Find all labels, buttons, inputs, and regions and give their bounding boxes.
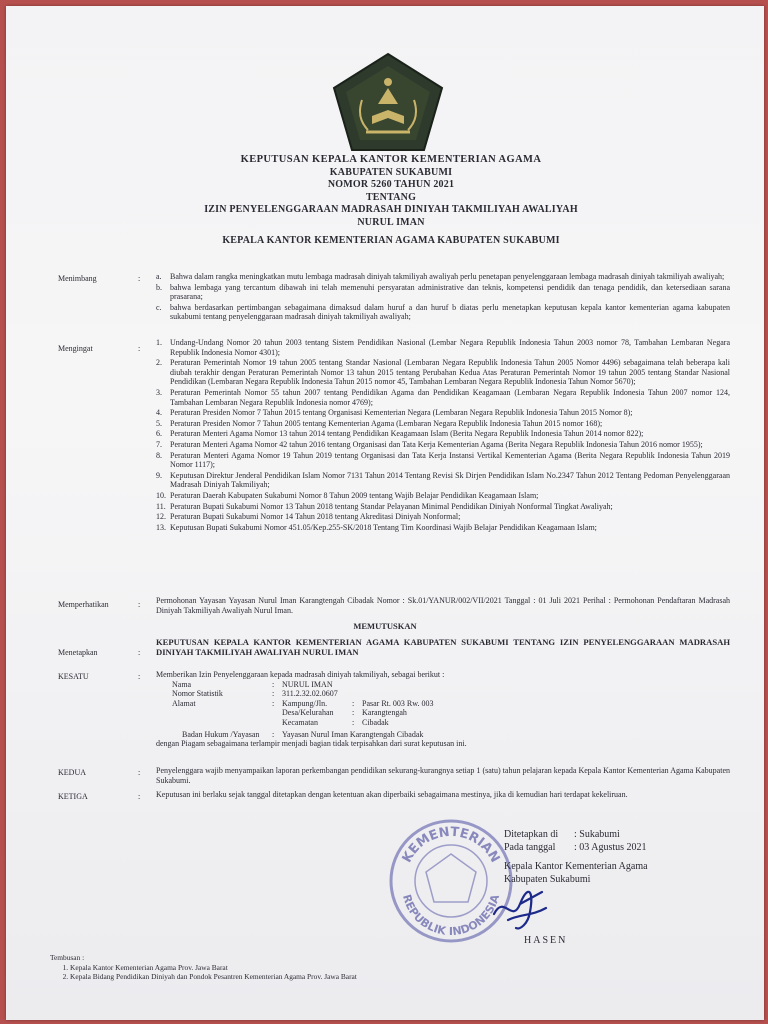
title-line: NOMOR 5260 TAHUN 2021 xyxy=(327,179,455,190)
list-item: 12. Peraturan Bupati Sukabumi Nomor 14 Tahun 2018 tentang Akreditasi Diniyah Nonformal; xyxy=(156,512,461,522)
ketiga-text: Keputusan ini berlaku sejak tanggal ditetapkan dengan ketentuan akan diperbaiki sebagaimana mestinya, jika di kemudian hari terdapat kekeliruan. xyxy=(156,790,628,799)
list-item: 9. Keputusan Direktur Jenderal Pendidikan Islam Nomor 7131 Tahun 2014 Tentang Revisi Sk Dirjen Pendidikan Islam No.2347 Tahun 2012 Tentang Pedoman Penyelenggaraan Madrasah Diniyah Takmiliyah; xyxy=(156,470,730,490)
list-item: 8. Peraturan Menteri Agama Nomor 19 Tahun 2019 tentang Organisasi dan Tata Kerja Instansi Vertikal Kementerian Agama (Berita Negara Republik Indonesia Tahun 2019 Nomor 1117); xyxy=(156,450,730,470)
title-line: KEPALA KANTOR KEMENTERIAN AGAMA KABUPATEN SUKABUMI xyxy=(222,235,560,246)
list-item: b. bahwa lembaga yang tercantum dibawah ini telah memenuhi persyaratan administrative dan teknis, kompetensi pendidik dan tenaga pendidik, dan ketersediaan sarana prasarana; xyxy=(156,282,730,302)
handwritten-signature-icon xyxy=(490,884,550,936)
signer-title: Kepala Kantor Kementerian Agama xyxy=(504,861,648,872)
colon: : xyxy=(138,672,141,681)
field-value: Pasar Rt. 003 Rw. 003 xyxy=(362,698,434,708)
field-label: Desa/Kelurahan xyxy=(282,708,334,718)
field-value: NURUL IMAN xyxy=(282,679,333,689)
title-line: TENTANG xyxy=(365,191,417,203)
field-value: : 03 Agustus 2021 xyxy=(574,842,647,853)
list-item: 5. Peraturan Presiden Nomor 7 Tahun 2005 tentang Kementerian Agama (Lembaran Negara Republik Indonesia Tahun 2015 nomor 168); xyxy=(156,418,603,428)
mengingat-label: Mengingat xyxy=(58,344,93,353)
field-label: Ditetapkan di xyxy=(504,829,559,840)
list-item: 1. Undang-Undang Nomor 20 tahun 2003 tentang Sistem Pendidikan Nasional (Lembar Negara Republik Indonesia Tahun 2003 nomor 78, Tambahan Lembaran Negara Republik Indonesia Nomor 4301); xyxy=(156,338,730,357)
field-label: Kampung/Jln. xyxy=(282,698,328,708)
list-item: 3. Peraturan Pemerintah Nomor 55 tahun 2007 tentang Pendidikan Agama dan Pendidikan Keagamaan (Lembaran Negara Republik Indonesia Tahun 2007 nomor 124, Tambahan Lembaran Negara Republik Indonesia nomor 4769); xyxy=(156,387,730,407)
mengingat-section xyxy=(156,338,730,533)
signer-name: HASEN xyxy=(524,935,568,946)
menimbang-label: Menimbang xyxy=(58,274,97,283)
kemenag-emblem-icon xyxy=(332,52,444,152)
field-value: Yayasan Nurul Iman Karangtengah Cibadak xyxy=(282,729,424,739)
kesatu-closing: dengan Piagam sebagaimana terlampir menjadi bagian tidak terpisahkan dari surat keputusan ini. xyxy=(156,739,467,749)
field-value: 311.2.32.02.0607 xyxy=(282,689,338,699)
tembusan-section xyxy=(50,953,357,982)
list-item: 2. Peraturan Pemerintah Nomor 19 tahun 2005 tentang Standar Nasional (Lembaran Negara Republik Indonesia Tahun 2005 Nomor 4496) sebagaimana telah beberapa kali diubah terakhir dengan Peraturan Pemerintah Nomor 13 tahun 2015 tentang Perubahan Kedua Atas Peraturan Pemerintah Nomor 19 tahun 2005 tentang Standar Nasional Pendidikan (Lembaran Negara Republik Indonesia Tahun 2015 nomor 45, Tambahan Lembaran Negara Republik Indonesia Tahun Nomor 5670); xyxy=(156,358,730,387)
kesatu-intro: Memberikan Izin Penyelenggaraan kepada madrasah diniyah takmiliyah, sebagai berikut : xyxy=(156,670,445,679)
memutuskan-heading: MEMUTUSKAN xyxy=(353,621,417,631)
field-value: : Sukabumi xyxy=(574,829,620,840)
list-item: 6. Peraturan Menteri Agama Nomor 13 tahun 2014 tentang Pendidikan Keagamaan Islam (Berita Negara Republik Indonesia Tahun 2014 nomor 822); xyxy=(156,429,644,439)
field-value: Cibadak xyxy=(362,717,389,727)
svg-text:REPUBLIK INDONESIA: REPUBLIK INDONESIA xyxy=(399,892,503,939)
menetapkan-text: KEPUTUSAN KEPALA KANTOR KEMENTERIAN AGAMA KABUPATEN SUKABUMI TENTANG IZIN PENYELENGGARAAN MADRASAH DINIYAH TAKMILIYAH AWALIYAH NURUL IMAN xyxy=(156,637,730,657)
list-item: 2. Kepala Bidang Pendidikan Diniyah dan Pondok Pesantren Kementerian Agama Prov. Jawa Barat xyxy=(70,972,357,982)
list-item: 11. Peraturan Bupati Sukabumi Nomor 13 Tahun 2018 tentang Standar Pelayanan Minimal Pendidikan Diniyah Nonformal Tingkat Awaliyah; xyxy=(156,501,613,511)
list-item: c. bahwa berdasarkan pertimbangan sebagaimana dimaksud dalam huruf a dan huruf b diatas perlu menetapkan keputusan kepala kantor kementerian agama kabupaten sukabumi tentang penyelenggaraan madrasah diniyah takmiliyah awaliyah; xyxy=(156,302,730,322)
field-label: Alamat xyxy=(172,698,196,708)
field-label: Kecamatan xyxy=(282,717,318,727)
field-label: Pada tanggal xyxy=(504,842,556,853)
document-title xyxy=(156,154,626,248)
colon: : xyxy=(138,768,141,777)
list-item: 7. Peraturan Menteri Agama Nomor 42 tahun 2016 tentang Organisasi dan Tata Kerja Kementerian Agama (Berita Negara Republik Indonesia Tahun 2016 nomor 1955); xyxy=(156,439,703,449)
document-page xyxy=(6,6,764,1020)
tembusan-label: Tembusan : xyxy=(50,953,85,962)
field-label: Nomor Statistik xyxy=(172,689,223,699)
signer-title: Kabupaten Sukabumi xyxy=(504,874,591,885)
title-line: IZIN PENYELENGGARAAN MADRASAH DINIYAH TAKMILIYAH AWALIYAH xyxy=(204,204,578,215)
title-line: KEPUTUSAN KEPALA KANTOR KEMENTERIAN AGAMA xyxy=(240,154,542,165)
svg-text:KEMENTERIAN: KEMENTERIAN xyxy=(399,824,503,866)
list-item: 13. Keputusan Bupati Sukabumi Nomor 451.05/Kep.255-SK/2018 Tentang Tim Koordinasi Wajib Belajar Pendidikan Keagamaan Islam; xyxy=(156,522,597,532)
title-line: KABUPATEN SUKABUMI xyxy=(329,166,453,178)
colon: : xyxy=(138,600,141,609)
list-item: 4. Peraturan Presiden Nomor 7 Tahun 2015 tentang Organisasi Kementerian Negara (Lembaran Negara Republik Indonesia Tahun 2015 Nomor 8); xyxy=(156,408,633,418)
list-item: 10. Peraturan Daerah Kabupaten Sukabumi Nomor 8 Tahun 2009 tentang Wajib Belajar Pendidikan Keagamaan Islam; xyxy=(156,490,539,500)
colon: : xyxy=(138,648,141,657)
colon: : xyxy=(138,274,141,283)
colon: : xyxy=(138,792,141,801)
list-item: 1. Kepala Kantor Kementerian Agama Prov. Jawa Barat xyxy=(70,963,357,973)
menimbang-section xyxy=(156,272,730,323)
ketiga-label: KETIGA xyxy=(58,792,88,801)
colon: : xyxy=(138,344,141,353)
kesatu-section: Memberikan Izin Penyelenggaraan kepada madrasah diniyah takmiliyah, sebagai berikut : Nama : NURUL IMAN Nomor Statistik : 311.2.32.02.0607 Alamat : Kampung/Jln. : Pasar Rt. 003 Rw. 003 Desa/Kelurahan : Karangtengah Kecamatan : Cibadak Badan Hukum /Yayasan : Yayasan Nurul Iman Karangtengah Cibadak dengan Piagam sebagaimana terlampir menjadi bagian tidak terpisahkan dari surat keputusan ini. xyxy=(156,670,730,749)
field-label: Badan Hukum /Yayasan xyxy=(182,729,260,739)
field-value: Karangtengah xyxy=(362,708,407,718)
memperhatikan-label: Memperhatikan xyxy=(58,600,109,609)
list-item: a. Bahwa dalam rangka meningkatkan mutu lembaga madrasah diniyah takmiliyah awaliyah perlu penetapan penyelenggaraan lembaga madrasah diniyah takmiliyah awaliyah; xyxy=(156,272,725,281)
kedua-label: KEDUA xyxy=(58,768,86,777)
kesatu-label: KESATU xyxy=(58,672,89,681)
memperhatikan-text: Permohonan Yayasan Yayasan Nurul Iman Karangtengah Cibadak Nomor : Sk.01/YANUR/002/VII/2021 Tanggal : 01 Juli 2021 Perihal : Permohonan Pendaftaran Madrasah Diniyah Takmiliyah Awaliyah Nurul Iman. xyxy=(156,596,730,615)
title-line: NURUL IMAN xyxy=(357,216,425,228)
field-label: Nama xyxy=(172,679,192,689)
menetapkan-label: Menetapkan xyxy=(58,648,98,657)
kedua-text: Penyelenggara wajib menyampaikan laporan perkembangan pendidikan sekurang-kurangnya setiap 1 (satu) tahun pelajaran kepada Kepala Kantor Kementerian Agama Kabupaten Sukabumi. xyxy=(156,766,730,785)
